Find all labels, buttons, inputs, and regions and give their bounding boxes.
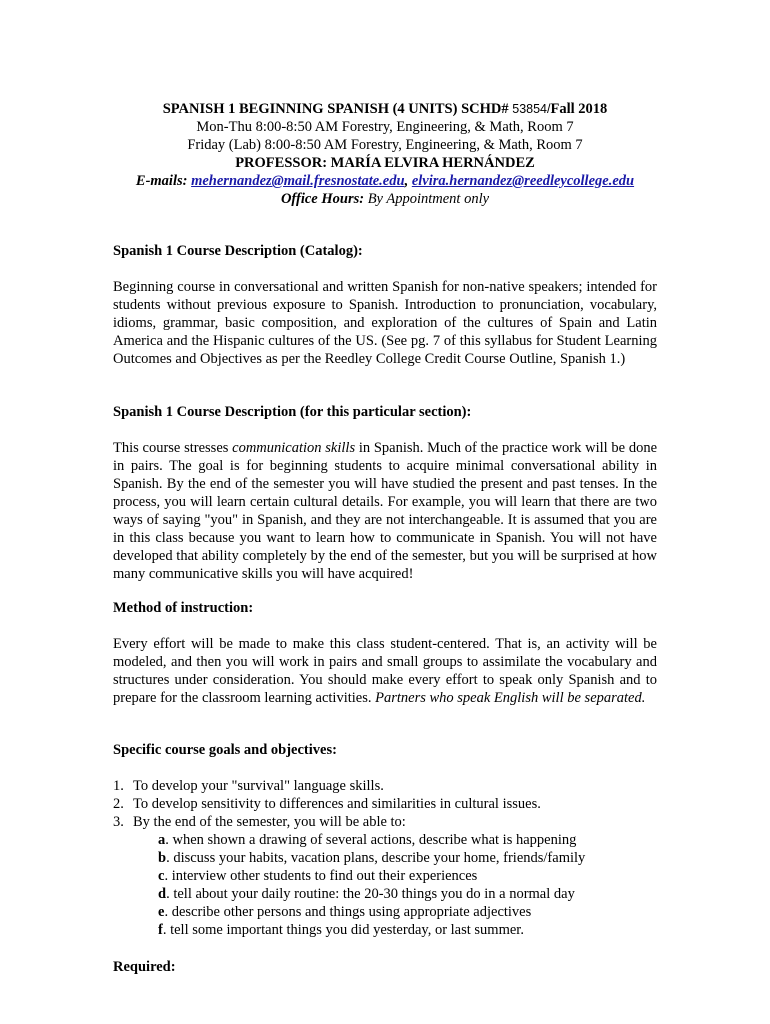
list-item-number: 3.	[113, 814, 124, 830]
email-link-fresnostate[interactable]: mehernandez@mail.fresnostate.edu	[191, 173, 405, 189]
list-item	[113, 777, 657, 795]
sublist-letter: a	[158, 832, 166, 848]
sublist-letter: e	[158, 904, 165, 920]
sublist-item	[158, 921, 657, 939]
sublist-text: . when shown a drawing of several actions, describe what is happening	[165, 832, 577, 848]
method-text: Every effort will be made to make this class student-centered. That is, an activity will be modeled, and then you will work in pairs and small groups to assimilate the vocabulary and structures under consideration. You should make every effort to speak only Spanish and to prepare for the classroom learning activities.	[113, 636, 657, 706]
section-text-a: This course stresses	[113, 440, 233, 456]
section-text-b: in Spanish. Much of the practice work will be done in pairs. The goal is for beginning students to acquire minimal conversational ability in Spanish. By the end of the semester you will have studied the present and past tenses. In the process, you will learn certain cultural details. For example, you will learn that there are two ways of saying "you" in Spanish, and they are not interchangeable. It is assumed that you are in this class because you want to learn how to communicate in Spanish. You will not have developed that ability completely by the end of the semester, but you will be surprised at how many communicative skills you will have acquired!	[113, 440, 658, 582]
schedule-mon-thu: Mon-Thu 8:00-8:50 AM Forestry, Engineering, & Math, Room 7	[196, 119, 574, 135]
emails-label: E-mails:	[135, 173, 188, 189]
office-hours-line	[100, 190, 670, 208]
course-title: SPANISH 1 BEGINNING SPANISH (4 UNITS) SCHD#	[162, 101, 509, 117]
goals-sublist	[113, 831, 657, 939]
sublist-item	[158, 849, 657, 867]
title-slash: /	[547, 102, 551, 116]
sublist-item	[158, 903, 657, 921]
catalog-description: Beginning course in conversational and written Spanish for non-native speakers; intended for students without previous exposure to Spanish. Introduction to pronunciation, vocabulary, idioms, grammar, basic composition, and exploration of the cultures of Spain and Latin America and the Hispanic cultures of the US. (See pg. 7 of this syllabus for Student Learning Outcomes and Objectives as per the Reedley College Credit Course Outline, Spanish 1.)	[113, 279, 657, 367]
method-block	[113, 599, 657, 617]
sublist-text: . interview other students to find out their experiences	[164, 868, 478, 884]
sublist-text: . tell some important things you did yesterday, or last summer.	[162, 922, 524, 938]
method-description	[113, 635, 657, 707]
list-item-text: To develop your "survival" language skills.	[133, 778, 384, 794]
email-link-reedleycollege[interactable]: elvira.hernandez@reedleycollege.edu	[411, 173, 635, 189]
sublist-item	[158, 831, 657, 849]
catalog-section	[113, 242, 657, 260]
schedule-friday-lab: Friday (Lab) 8:00-8:50 AM Forestry, Engineering, & Math, Room 7	[187, 137, 583, 153]
office-hours-value: By Appointment only	[367, 191, 490, 207]
list-item-number: 1.	[113, 778, 124, 794]
sublist-text: . tell about your daily routine: the 20-30 things you do in a normal day	[166, 886, 575, 902]
required-block	[113, 958, 657, 976]
syllabus-header	[100, 100, 670, 208]
list-item-text: To develop sensitivity to differences and similarities in cultural issues.	[133, 796, 541, 812]
schd-number: 53854	[512, 102, 548, 116]
list-item	[113, 813, 657, 831]
goals-block	[113, 741, 657, 759]
method-heading: Method of instruction:	[113, 600, 254, 616]
office-hours-label: Office Hours:	[280, 191, 365, 207]
sublist-text: . discuss your habits, vacation plans, describe your home, friends/family	[166, 850, 586, 866]
section-description	[113, 439, 657, 583]
sublist-item	[158, 885, 657, 903]
list-item	[113, 795, 657, 813]
goals-list	[113, 777, 657, 939]
section-text-emphasis: communication skills	[232, 440, 356, 456]
sublist-item	[158, 867, 657, 885]
section-description-block	[113, 403, 657, 421]
course-title-line	[100, 100, 670, 118]
list-item-text: By the end of the semester, you will be able to:	[133, 814, 406, 830]
sublist-letter: d	[158, 886, 167, 902]
course-term: Fall 2018	[550, 101, 608, 117]
catalog-heading: Spanish 1 Course Description (Catalog):	[113, 243, 363, 259]
required-heading: Required:	[113, 959, 176, 975]
list-item-number: 2.	[113, 796, 124, 812]
sublist-letter: b	[158, 850, 167, 866]
sublist-text: . describe other persons and things using appropriate adjectives	[164, 904, 532, 920]
section-heading: Spanish 1 Course Description (for this particular section):	[113, 404, 472, 420]
email-separator: ,	[404, 173, 409, 189]
sublist-letter: c	[158, 868, 165, 884]
professor-name: PROFESSOR: MARÍA ELVIRA HERNÁNDEZ	[235, 155, 535, 171]
emails-line	[100, 172, 670, 190]
goals-heading: Specific course goals and objectives:	[113, 742, 337, 758]
sublist-letter: f	[158, 922, 163, 938]
method-text-emphasis: Partners who speak English will be separated.	[375, 690, 646, 706]
